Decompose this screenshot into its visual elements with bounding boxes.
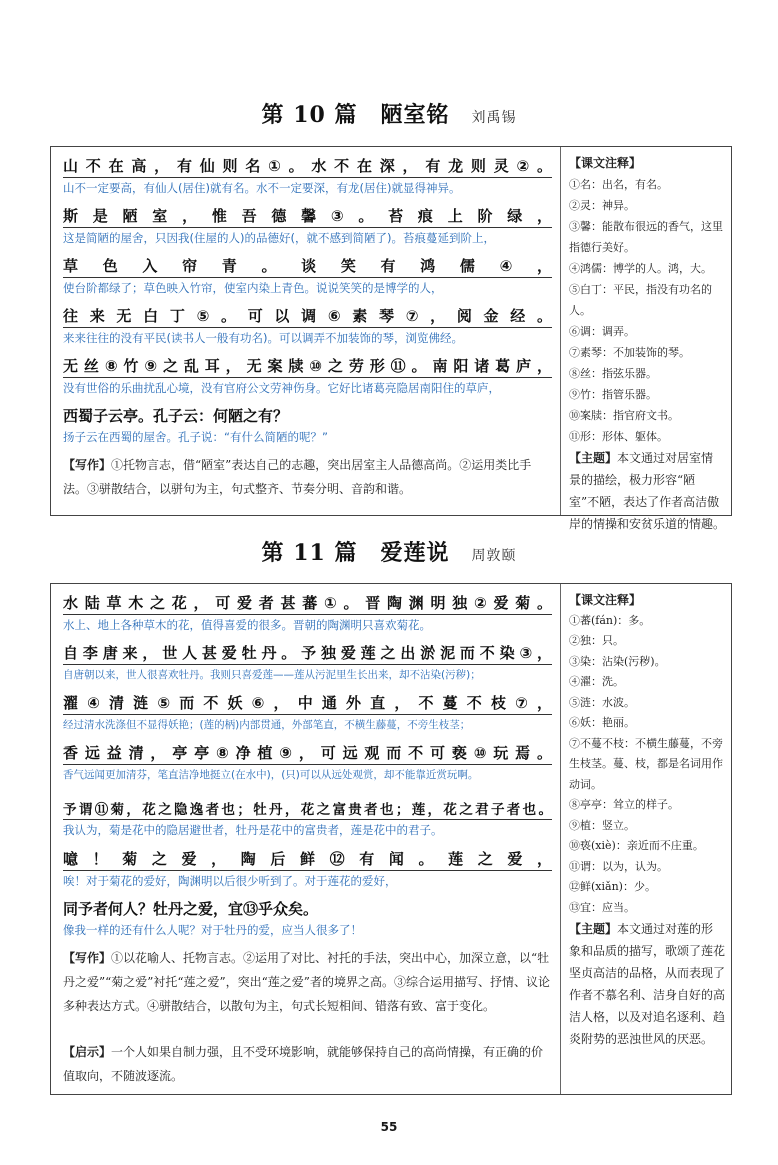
article-11-sidebar bbox=[561, 584, 731, 1094]
original-text: 山不在高，有仙则名①。水不在深，有龙则灵②。 bbox=[63, 155, 552, 178]
article-11-author: 周敦颐 bbox=[471, 548, 517, 564]
note-item: ⑩亵(xiè)：亲近而不庄重。 bbox=[569, 839, 704, 852]
writing-label: 【写作】 bbox=[63, 458, 112, 472]
article-11-line-1 bbox=[63, 592, 552, 633]
note-item: ③染：沾染(污秽)。 bbox=[569, 654, 666, 668]
original-text: 同予者何人？牡丹之爱，宜⑬乎众矣。 bbox=[63, 900, 319, 918]
note-item: ⑤涟：水波。 bbox=[569, 695, 635, 709]
original-text: 噫！菊之爱，陶后鲜⑫有闻。莲之爱， bbox=[63, 848, 552, 871]
article-10-line-2 bbox=[63, 205, 552, 246]
article-10-line-6 bbox=[63, 405, 552, 445]
page-number: 55 bbox=[380, 1120, 398, 1134]
article-10-line-1 bbox=[63, 155, 552, 196]
theme-label: 【主题】 bbox=[569, 922, 618, 936]
note-item: ⑦素琴：不加装饰的琴。 bbox=[569, 346, 690, 359]
note-item: ①蕃(fán)：多。 bbox=[569, 613, 651, 627]
note-item: ⑥妖：艳丽。 bbox=[569, 716, 635, 729]
note-item: ③馨：能散布很远的香气，这里指德行美好。 bbox=[569, 220, 723, 254]
note-item: ②独：只。 bbox=[569, 634, 624, 647]
original-text: 香远益清，亭亭⑧净植⑨，可远观而不可亵⑩玩焉。 bbox=[63, 742, 552, 765]
note-item: ⑪谓：以为，认为。 bbox=[569, 859, 668, 873]
translation-text: 自唐朝以来，世人很喜欢牡丹。我则只喜爱莲——莲从污泥里生长出来，却不沾染(污秽)； bbox=[63, 669, 481, 681]
note-item: ②灵：神异。 bbox=[569, 199, 635, 212]
article-11-writing bbox=[63, 946, 550, 1018]
article-11-line-4 bbox=[63, 742, 552, 782]
writing-text: ①托物言志，借“陋室”表达自己的志趣，突出居室主人品德高尚。②运用类比手法。③骈散结合，以骈句为主，句式整齐、节奏分明、音韵和谐。 bbox=[63, 458, 532, 496]
theme-block bbox=[569, 918, 725, 1050]
article-10-main bbox=[51, 147, 561, 515]
translation-text: 水上、地上各种草木的花，值得喜爱的很多。晋朝的陶渊明只喜欢菊花。 bbox=[63, 618, 431, 632]
note-item: ④濯：洗。 bbox=[569, 675, 624, 688]
article-10-line-3 bbox=[63, 255, 552, 296]
translation-text: 像我一样的还有什么人呢？对于牡丹的爱，应当人很多了！ bbox=[63, 923, 362, 937]
translation-text: 经过清水洗涤但不显得妖艳；(莲的柄)内部贯通，外部笔直，不横生藤蔓，不旁生枝茎； bbox=[63, 719, 471, 731]
original-text: 予谓⑪菊，花之隐逸者也；牡丹，花之富贵者也；莲，花之君子者也。 bbox=[63, 798, 552, 820]
translation-text: 使台阶都绿了；草色映入竹帘，使室内染上青色。说说笑笑的是博学的人， bbox=[63, 281, 443, 295]
article-11-main bbox=[51, 584, 561, 1094]
insight-label: 【启示】 bbox=[63, 1045, 112, 1059]
article-10-title-text: 第 10 篇 陋室铭 bbox=[261, 102, 450, 128]
article-11-insight bbox=[63, 1040, 550, 1088]
article-11-box bbox=[50, 583, 732, 1095]
translation-text: 这是简陋的屋舍，只因我(住屋的人)的品德好(，就不感到简陋了)。苔痕蔓延到阶上， bbox=[63, 231, 495, 245]
note-item: ⑧丝：指弦乐器。 bbox=[569, 367, 657, 380]
notes-label: 【课文注释】 bbox=[569, 156, 642, 170]
article-10-sidebar bbox=[561, 147, 731, 531]
article-11-title-text: 第 11 篇 爱莲说 bbox=[261, 540, 450, 566]
article-10-line-4 bbox=[63, 305, 552, 346]
article-11-line-7 bbox=[63, 898, 552, 938]
original-text: 自李唐来，世人甚爱牡丹。予独爱莲之出淤泥而不染③， bbox=[63, 642, 552, 665]
article-10-author: 刘禹锡 bbox=[471, 110, 517, 126]
note-item: ⑪形：形体、躯体。 bbox=[569, 430, 668, 443]
article-10-box bbox=[50, 146, 732, 531]
note-item: ④鸿儒：博学的人。鸿，大。 bbox=[569, 262, 712, 275]
translation-text: 没有世俗的乐曲扰乱心境，没有官府公文劳神伤身。它好比诸葛亮隐居南阳住的草庐， bbox=[63, 381, 500, 395]
original-text: 草色入帘青。谈笑有鸿儒④， bbox=[63, 255, 552, 278]
translation-text: 山不一定要高，有仙人(居住)就有名。水不一定要深，有龙(居住)就显得神异。 bbox=[63, 181, 461, 195]
theme-block bbox=[569, 447, 725, 535]
original-text: 斯是陋室，惟吾德馨③。苔痕上阶绿， bbox=[63, 205, 552, 228]
note-item: ⑫鲜(xiǎn)：少。 bbox=[569, 880, 656, 893]
original-text: 濯④清涟⑤而不妖⑥，中通外直，不蔓不枝⑦， bbox=[63, 692, 552, 715]
article-11-line-6 bbox=[63, 848, 552, 889]
note-item: ⑥调：调弄。 bbox=[569, 325, 635, 338]
article-11-line-3 bbox=[63, 692, 552, 732]
original-text: 往来无白丁⑤。可以调⑥素琴⑦，阅金经。 bbox=[63, 305, 552, 328]
note-item: ⑨竹：指管乐器。 bbox=[569, 388, 657, 401]
note-item: ①名：出名，有名。 bbox=[569, 178, 668, 191]
writing-label: 【写作】 bbox=[63, 951, 112, 965]
article-10-title bbox=[0, 98, 778, 129]
original-text: 水陆草木之花，可爱者甚蕃①。晋陶渊明独②爱菊。 bbox=[63, 592, 552, 615]
note-item: ⑩案牍：指官府文书。 bbox=[569, 409, 679, 422]
article-11-title bbox=[0, 536, 778, 567]
writing-text: ①以花喻人、托物言志。②运用了对比、衬托的手法，突出中心，加深立意，以“牡丹之爱”“菊之爱”衬托“莲之爱”，突出“莲之爱”者的境界之高。③综合运用描写、抒情、议论多种表达方式。④骈散结合，以散句为主，句式长短相间、错落有致、富于变化。 bbox=[63, 951, 550, 1013]
theme-text: 本文通过对居室情景的描绘，极力形容“陋室”不陋，表达了作者高洁傲岸的情操和安贫乐道的情趣。 bbox=[569, 451, 726, 531]
article-10-writing bbox=[63, 453, 550, 501]
notes-label: 【课文注释】 bbox=[569, 593, 642, 607]
note-item: ⑬宜：应当。 bbox=[569, 900, 635, 914]
theme-text: 本文通过对莲的形象和品质的描写，歌颂了莲花坚贞高洁的品格，从而表现了作者不慕名利、洁身自好的高洁人格，以及对追名逐利、趋炎附势的恶浊世风的厌恶。 bbox=[569, 922, 726, 1046]
translation-text: 唉！对于菊花的爱好，陶渊明以后很少听到了。对于莲花的爱好， bbox=[63, 874, 397, 888]
note-item: ⑦不蔓不枝：不横生藤蔓，不旁生枝茎。蔓、枝，都是名词用作动词。 bbox=[569, 736, 723, 791]
translation-text: 香气远闻更加清芬，笔直洁净地挺立(在水中)，(只)可以从远处观赏，却不能靠近赏玩啊。 bbox=[63, 769, 479, 781]
original-text: 无丝⑧竹⑨之乱耳，无案牍⑩之劳形⑪。南阳诸葛庐， bbox=[63, 355, 552, 378]
theme-label: 【主题】 bbox=[569, 451, 618, 465]
original-text: 西蜀子云亭。孔子云：何陋之有？ bbox=[63, 407, 289, 425]
article-11-line-2 bbox=[63, 642, 552, 682]
article-11-line-5 bbox=[63, 798, 552, 838]
translation-text: 来来往往的没有平民(读书人一般有功名)。可以调弄不加装饰的琴，浏览佛经。 bbox=[63, 331, 463, 345]
note-item: ⑨植：竖立。 bbox=[569, 818, 635, 832]
translation-text: 扬子云在西蜀的屋舍。孔子说：“有什么简陋的呢？” bbox=[63, 430, 328, 444]
insight-text: 一个人如果自制力强，且不受环境影响，就能够保持自己的高尚情操，有正确的价值取向，不随波逐流。 bbox=[63, 1045, 544, 1083]
article-10-line-5 bbox=[63, 355, 552, 396]
note-item: ⑧亭亭：耸立的样子。 bbox=[569, 798, 679, 811]
note-item: ⑤白丁：平民，指没有功名的人。 bbox=[569, 283, 712, 317]
translation-text: 我认为，菊是花中的隐居避世者，牡丹是花中的富贵者，莲是花中的君子。 bbox=[63, 823, 443, 837]
